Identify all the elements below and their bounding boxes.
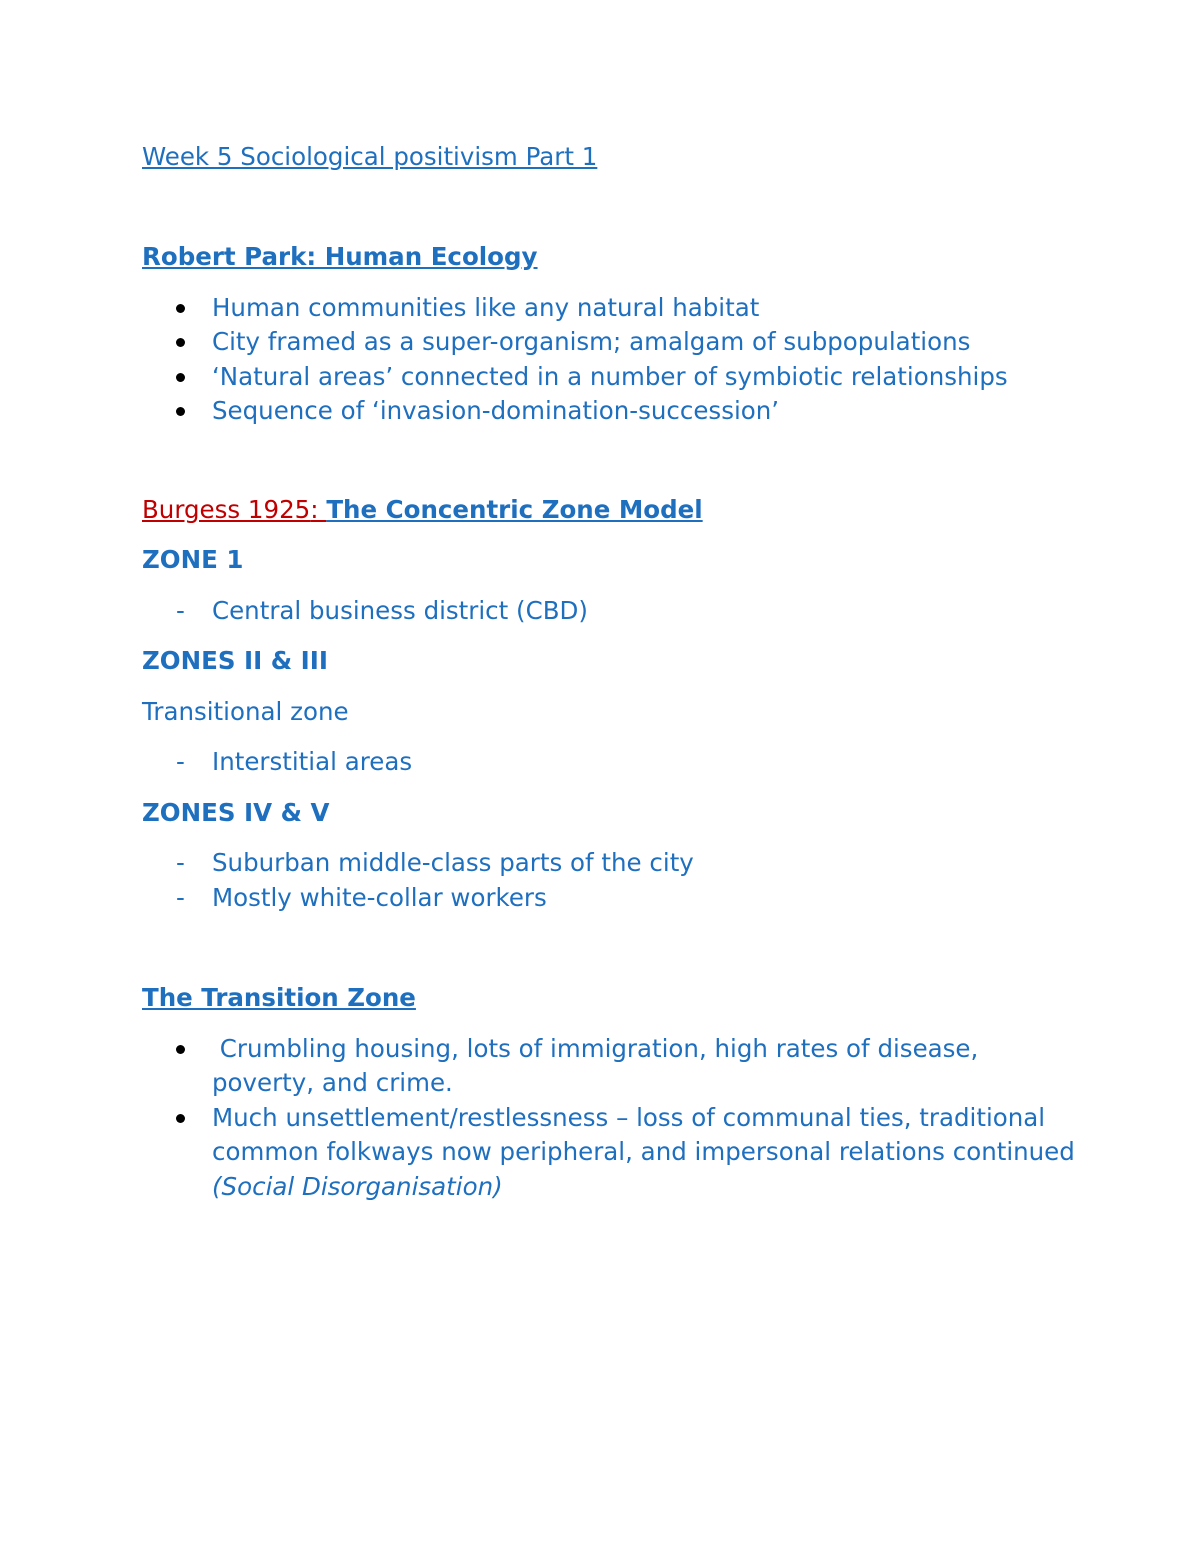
- section-heading-burgess: [142, 493, 1082, 528]
- zone-2-3-subheading: Transitional zone: [142, 696, 349, 726]
- document-page: [142, 140, 1082, 1204]
- zone-4-5-list: [142, 846, 1082, 915]
- list-item: - Mostly white-collar workers: [142, 881, 1082, 916]
- zone-1-heading: ZONE 1: [142, 545, 244, 574]
- document-title: Week 5 Sociological positivism Part 1: [142, 142, 598, 171]
- list-item: Sequence of ‘invasion-domination-succession’: [142, 394, 1082, 429]
- section-heading-park: Robert Park: Human Ecology: [142, 242, 538, 271]
- transition-bullet-list: [142, 1032, 1082, 1205]
- list-item: [142, 1101, 1082, 1205]
- zone-2-3-list: [142, 745, 1082, 780]
- burgess-heading-main: The Concentric Zone Model: [326, 494, 703, 524]
- park-bullet-list: [142, 291, 1082, 429]
- section-heading-transition: The Transition Zone: [142, 983, 416, 1012]
- social-disorganisation-term: (Social Disorganisation): [212, 1171, 503, 1201]
- list-item: Crumbling housing, lots of immigration, high rates of disease, poverty, and crime.: [142, 1032, 1082, 1101]
- list-item: - Interstitial areas: [142, 745, 1082, 780]
- zone-4-5-heading: ZONES IV & V: [142, 797, 330, 827]
- zone-2-3-heading: ZONES II & III: [142, 646, 329, 675]
- list-item: City framed as a super-organism; amalgam of subpopulations: [142, 325, 1082, 360]
- list-item: Human communities like any natural habitat: [142, 291, 1082, 326]
- list-item: - Suburban middle-class parts of the city: [142, 846, 1082, 881]
- burgess-heading-colon: :: [310, 494, 327, 524]
- burgess-heading-prefix: Burgess 1925: [142, 494, 311, 524]
- list-item: ‘Natural areas’ connected in a number of symbiotic relationships: [142, 360, 1082, 395]
- list-item: - Central business district (CBD): [142, 594, 1082, 629]
- transition-bullet-text: Much unsettlement/restlessness – loss of communal ties, traditional common folkways now peripheral, and impersonal relations continued: [212, 1102, 1075, 1166]
- zone-1-list: [142, 594, 1082, 629]
